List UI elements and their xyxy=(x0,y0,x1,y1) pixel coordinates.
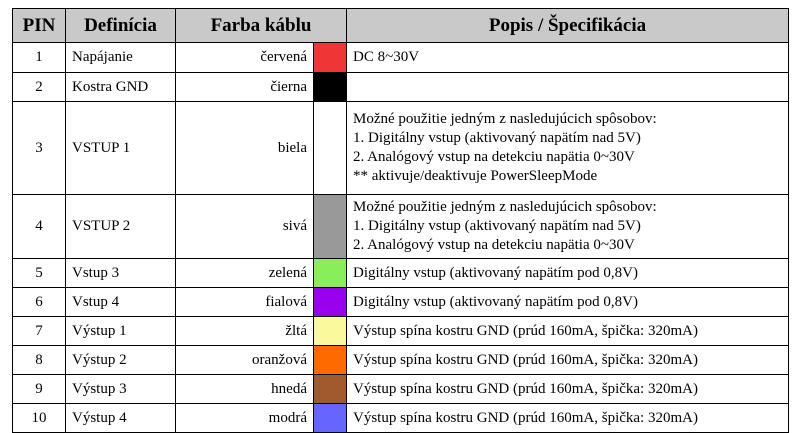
pin-definition: Kostra GND xyxy=(66,73,176,102)
wire-color-name: čierna xyxy=(176,73,314,102)
wire-color-name: fialová xyxy=(176,288,314,317)
pin-description xyxy=(347,259,789,288)
pin-number: 10 xyxy=(13,404,66,433)
pin-description xyxy=(347,404,789,433)
description-line: Výstup spína kostru GND (prúd 160mA, špička: 320mA) xyxy=(353,322,698,339)
pin-description xyxy=(347,195,789,259)
pin-number: 3 xyxy=(13,102,66,195)
table-row xyxy=(13,346,789,375)
pin-number: 4 xyxy=(13,195,66,259)
wire-color-name: červená xyxy=(176,43,314,73)
description-line: 2. Analógový vstup na detekciu napätia 0~30V xyxy=(353,149,635,165)
table-row xyxy=(13,102,789,195)
table-row xyxy=(13,43,789,73)
description-line: Digitálny vstup (aktivovaný napätím pod 0,8V) xyxy=(353,264,638,281)
wire-color-swatch xyxy=(314,195,347,259)
header-row xyxy=(13,9,789,43)
header-color: Farba káblu xyxy=(176,9,347,43)
table-row xyxy=(13,288,789,317)
pin-definition: Výstup 4 xyxy=(66,404,176,433)
wire-color-swatch xyxy=(314,317,347,346)
description-line: ** aktivuje/deaktivuje PowerSleepMode xyxy=(353,168,598,184)
pin-definition: VSTUP 2 xyxy=(66,195,176,259)
wire-color-swatch xyxy=(314,102,347,195)
header-pin: PIN xyxy=(13,9,66,43)
wire-color-swatch xyxy=(314,73,347,102)
wire-color-swatch xyxy=(314,375,347,404)
wire-color-swatch xyxy=(314,404,347,433)
pin-definition: Vstup 4 xyxy=(66,288,176,317)
table-row xyxy=(13,259,789,288)
wire-color-name: zelená xyxy=(176,259,314,288)
description-line: Výstup spína kostru GND (prúd 160mA, špička: 320mA) xyxy=(353,351,698,368)
wire-color-swatch xyxy=(314,43,347,73)
pin-number: 9 xyxy=(13,375,66,404)
pin-description xyxy=(347,288,789,317)
pin-number: 7 xyxy=(13,317,66,346)
description-line: 1. Digitálny vstup (aktivovaný napätím nad 5V) xyxy=(353,218,641,234)
pin-description xyxy=(347,73,789,102)
pin-description xyxy=(347,346,789,375)
pin-definition: Výstup 2 xyxy=(66,346,176,375)
description-line: Výstup spína kostru GND (prúd 160mA, špička: 320mA) xyxy=(353,409,698,426)
pin-definition: Vstup 3 xyxy=(66,259,176,288)
table-row xyxy=(13,195,789,259)
pin-description xyxy=(347,43,789,73)
wire-color-swatch xyxy=(314,259,347,288)
pin-definition: VSTUP 1 xyxy=(66,102,176,195)
pin-number: 6 xyxy=(13,288,66,317)
pin-number: 5 xyxy=(13,259,66,288)
description-line: Možné použitie jedným z nasledujúcich spôsobov: xyxy=(353,111,657,127)
pin-description xyxy=(347,375,789,404)
wire-color-name: oranžová xyxy=(176,346,314,375)
wire-color-name: biela xyxy=(176,102,314,195)
pin-number: 1 xyxy=(13,43,66,73)
wire-color-name: hnedá xyxy=(176,375,314,404)
wire-color-swatch xyxy=(314,346,347,375)
pin-definition: Výstup 1 xyxy=(66,317,176,346)
description-line: Výstup spína kostru GND (prúd 160mA, špička: 320mA) xyxy=(353,380,698,397)
table-row xyxy=(13,73,789,102)
table-row xyxy=(13,404,789,433)
header-description: Popis / Špecifikácia xyxy=(347,9,789,43)
description-line: Možné použitie jedným z nasledujúcich spôsobov: xyxy=(353,199,657,215)
description-line: 1. Digitálny vstup (aktivovaný napätím nad 5V) xyxy=(353,130,641,146)
wire-color-name: žltá xyxy=(176,317,314,346)
description-line: 2. Analógový vstup na detekciu napätia 0~30V xyxy=(353,237,635,253)
wire-color-swatch xyxy=(314,288,347,317)
description-line: Digitálny vstup (aktivovaný napätím pod 0,8V) xyxy=(353,293,638,310)
pin-number: 8 xyxy=(13,346,66,375)
header-definition: Definícia xyxy=(66,9,176,43)
pin-number: 2 xyxy=(13,73,66,102)
pin-description xyxy=(347,102,789,195)
table-row xyxy=(13,375,789,404)
pin-definition: Napájanie xyxy=(66,43,176,73)
description-line: DC 8~30V xyxy=(353,49,420,65)
pin-definition: Výstup 3 xyxy=(66,375,176,404)
pin-table xyxy=(12,8,789,433)
pin-description xyxy=(347,317,789,346)
wire-color-name: modrá xyxy=(176,404,314,433)
wire-color-name: sivá xyxy=(176,195,314,259)
table-row xyxy=(13,317,789,346)
